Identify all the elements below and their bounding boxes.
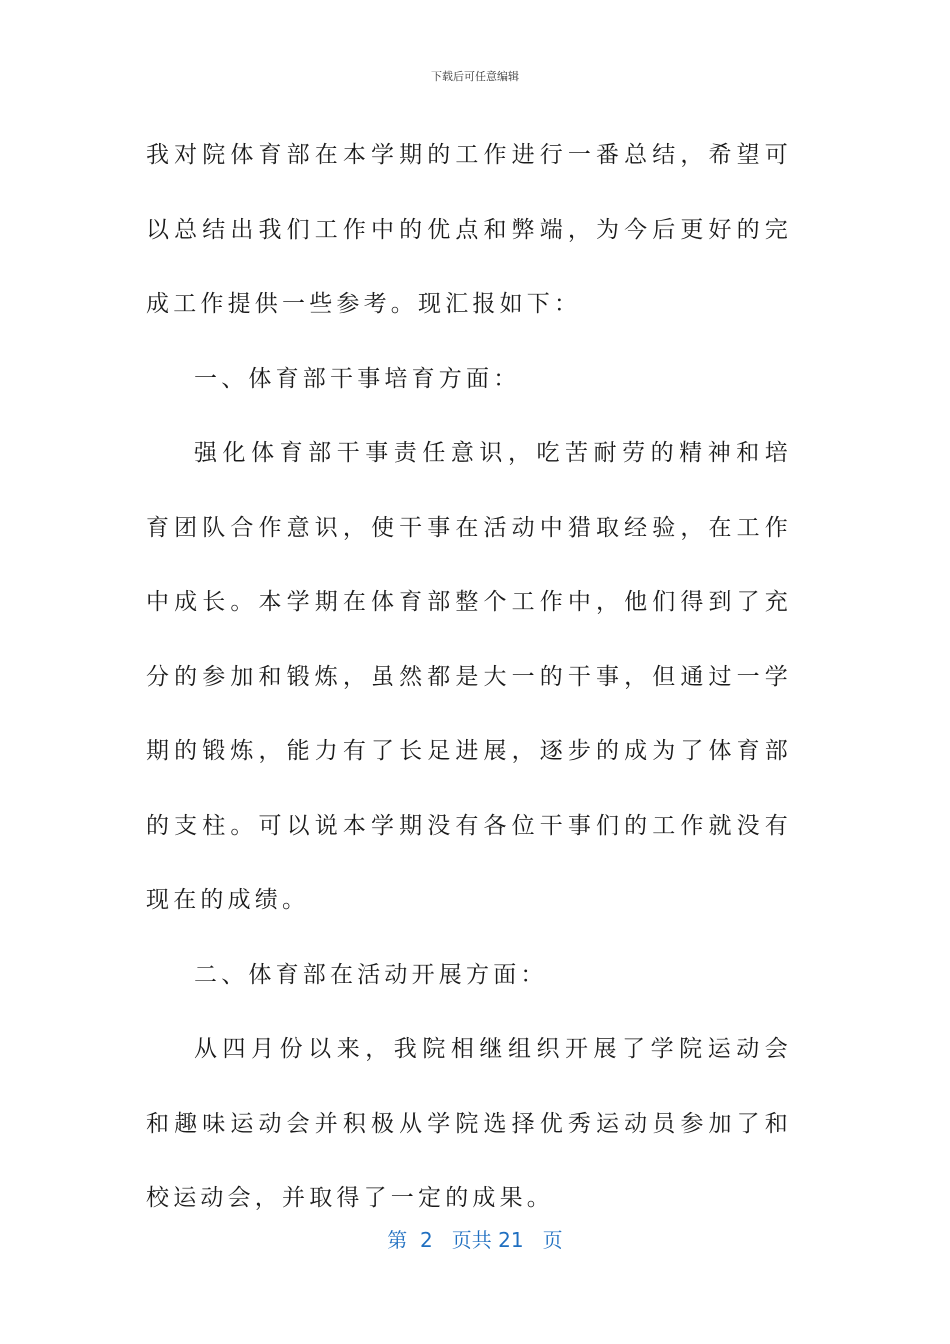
document-body xyxy=(146,118,792,1236)
page-footer: 第 2 页共 21 页 xyxy=(387,1228,563,1252)
section-heading-2: 二、体育部在活动开展方面： xyxy=(194,961,548,988)
paragraph-section-1: 强化体育部干事责任意识，吃苦耐劳的精神和培育团队合作意识，使干事在活动中猎取经验，在工作中成长。本学期在体育部整个工作中，他们得到了充分的参加和锻炼，虽然都是大一的干事，但通过一学期的锻炼，能力有了长足进展，逐步的成为了体育部的支柱。可以说本学期没有各位干事们的工作就没有现在的成绩。 xyxy=(146,440,792,913)
paragraph-intro: 我对院体育部在本学期的工作进行一番总结，希望可以总结出我们工作中的优点和弊端，为今后更好的完成工作提供一些参考。现汇报如下： xyxy=(146,142,792,317)
section-heading-1: 一、体育部干事培育方面： xyxy=(194,365,521,392)
page-header: 下载后可任意编辑 xyxy=(431,70,519,83)
paragraph-section-2: 从四月份以来，我院相继组织开展了学院运动会和趣味运动会并积极从学院选择优秀运动员参加了和校运动会，并取得了一定的成果。 xyxy=(146,1036,792,1211)
